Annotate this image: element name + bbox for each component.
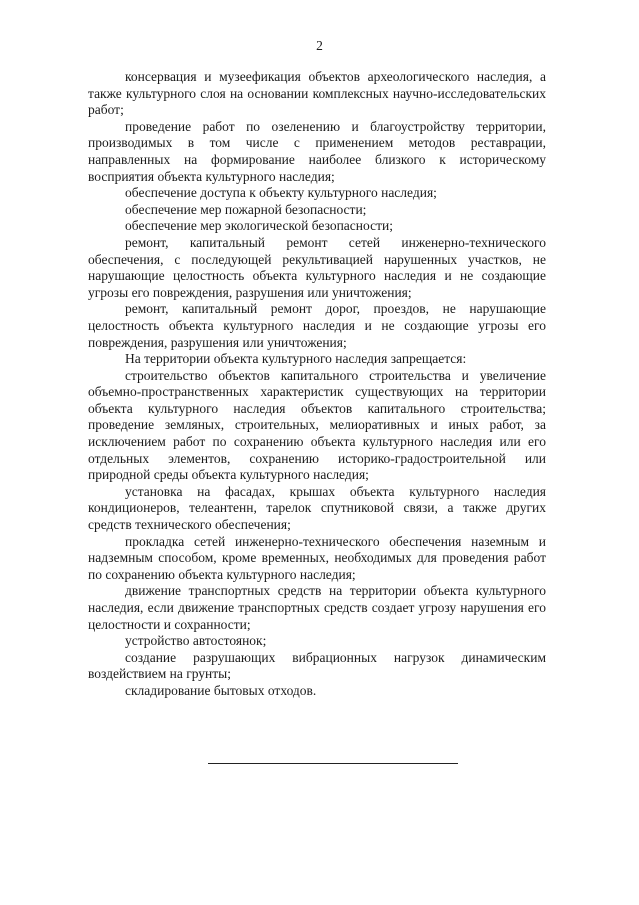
paragraph-facade-equipment-prohibition: установка на фасадах, крышах объекта культурного наследия кондиционеров, телеантенн, тарелок спутниковой связи, а также других средств технического обеспечения; [88,483,546,533]
paragraph-landscaping: проведение работ по озеленению и благоустройству территории, производимых в том числе с применением методов реставрации, направленных на формирование наиболее близкого к историческому восприятия объекта культурного наследия; [88,118,546,184]
paragraph-environmental-safety: обеспечение мер экологической безопасности; [125,218,393,234]
paragraph-construction-prohibition: строительство объектов капитального строительства и увеличение объемно-пространственных характеристик существующих на территории объекта культурного наследия объектов капитального строительства; проведение земляных, строительных, мелиоративных и иных работ, за исключением работ по сохранению объекта культурного наследия или его отдельных элементов, сохранению историко-градостроительной или природной среды объекта культурного наследия; [88,367,546,483]
paragraph-roads-repair: ремонт, капитальный ремонт дорог, проездов, не нарушающие целостность объекта культурного наследия и не создающие угрозы его повреждения, разрушения или уничтожения; [88,301,546,350]
document-body [88,69,546,700]
paragraph-waste-prohibition: складирование бытовых отходов. [125,682,317,698]
paragraph-archaeological-conservation: консервация и музеефикация объектов археологического наследия, а также культурного слоя на основании комплексных научно-исследовательских работ; [88,69,546,118]
paragraph-access: обеспечение доступа к объекту культурного наследия; [125,185,437,201]
paragraph-parking-prohibition: устройство автостоянок; [125,633,267,649]
page-number: 2 [316,38,323,53]
paragraph-vehicle-traffic-prohibition: движение транспортных средств на территории объекта культурного наследия, если движение транспортных средств создает угрозу нарушения его целостности и сохранности; [88,583,546,632]
paragraph-utility-networks-repair: ремонт, капитальный ремонт сетей инженерно-технического обеспечения, с последующей рекультивацией нарушенных участков, не нарушающие целостность объекта культурного наследия и не создающие угрозы его повреждения, разрушения или уничтожения; [88,234,546,300]
paragraph-networks-laying-prohibition: прокладка сетей инженерно-технического обеспечения наземным и надземным способом, кроме временных, необходимых для проведения работ по сохранению объекта культурного наследия; [88,533,546,582]
end-divider-line [208,763,458,764]
paragraph-vibration-prohibition: создание разрушающих вибрационных нагрузок динамическим воздействием на грунты; [88,649,546,682]
paragraph-fire-safety: обеспечение мер пожарной безопасности; [125,201,367,217]
paragraph-prohibitions-heading: На территории объекта культурного наследия запрещается: [125,351,467,367]
